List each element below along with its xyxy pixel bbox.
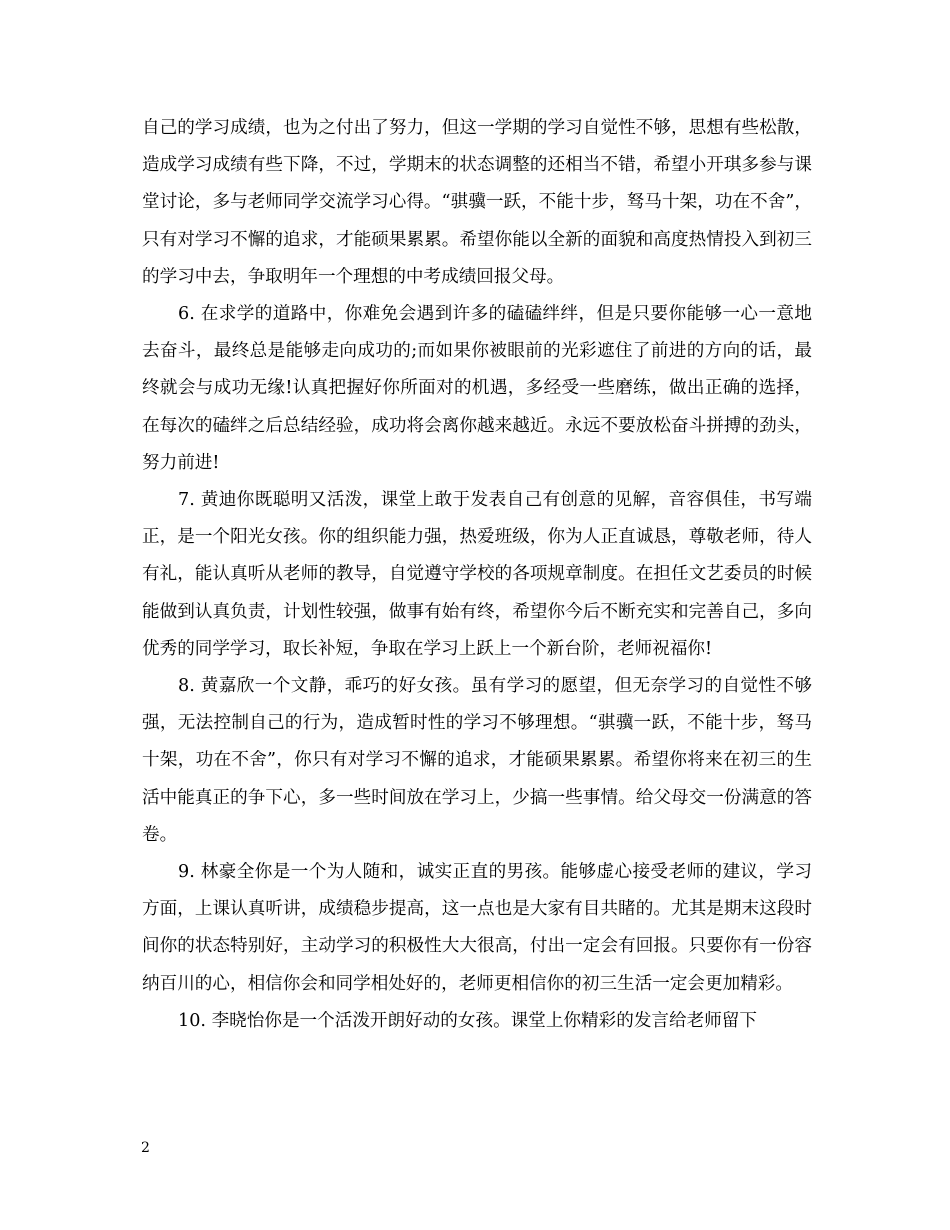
paragraph-comment-6: 6. 在求学的道路中，你难免会遇到许多的磕磕绊绊，但是只要你能够一心一意地去奋斗，最终总是能够走向成功的;而如果你被眼前的光彩遮住了前进的方向的话，最终就会与成功无缘!认真把握好你所面对的机遇，多经受一些磨练，做出正确的选择，在每次的磕绊之后总结经验，成功将会离你越来越近。永远不要放松奋斗拼搏的劲头，努力前进! [142, 304, 812, 473]
body-text [142, 110, 812, 1040]
paragraph-comment-10: 10. 李晓怡你是一个活泼开朗好动的女孩。课堂上你精彩的发言给老师留下 [178, 1010, 757, 1031]
paragraph-comment-8: 8. 黄嘉欣一个文静，乖巧的好女孩。虽有学习的愿望，但无奈学习的自觉性不够强，无法控制自己的行为，造成暂时性的学习不够理想。“骐骥一跃，不能十步，驽马十架，功在不舍”，你只有对学习不懈的追求，才能硕果累累。希望你将来在初三的生活中能真正的争下心，多一些时间放在学习上，少搞一些事情。给父母交一份满意的答卷。 [142, 676, 812, 845]
paragraph-comment-7: 7. 黄迪你既聪明又活泼，课堂上敢于发表自己有创意的见解，音容俱佳，书写端正，是一个阳光女孩。你的组织能力强，热爱班级，你为人正直诚恳，尊敬老师，待人有礼，能认真听从老师的教导，自觉遵守学校的各项规章制度。在担任文艺委员的时候能做到认真负责，计划性较强，做事有始有终，希望你今后不断充实和完善自己，多向优秀的同学学习，取长补短，争取在学习上跃上一个新台阶，老师祝福你! [142, 490, 812, 659]
paragraph-comment-9: 9. 林豪全你是一个为人随和，诚实正直的男孩。能够虚心接受老师的建议，学习方面，上课认真听讲，成绩稳步提高，这一点也是大家有目共睹的。尤其是期末这段时间你的状态特别好，主动学习的积极性大大很高，付出一定会有回报。只要你有一份容纳百川的心，相信你会和同学相处好的，老师更相信你的初三生活一定会更加精彩。 [142, 862, 812, 994]
paragraph-continuation: 自己的学习成绩，也为之付出了努力，但这一学期的学习自觉性不够，思想有些松散，造成学习成绩有些下降，不过，学期末的状态调整的还相当不错，希望小开琪多参与课堂讨论，多与老师同学交流学习心得。“骐骥一跃，不能十步，驽马十架，功在不舍”，只有对学习不懈的追求，才能硕果累累。希望你能以全新的面貌和高度热情投入到初三的学习中去，争取明年一个理想的中考成绩回报父母。 [142, 118, 812, 287]
page-number: 2 [141, 1140, 150, 1156]
